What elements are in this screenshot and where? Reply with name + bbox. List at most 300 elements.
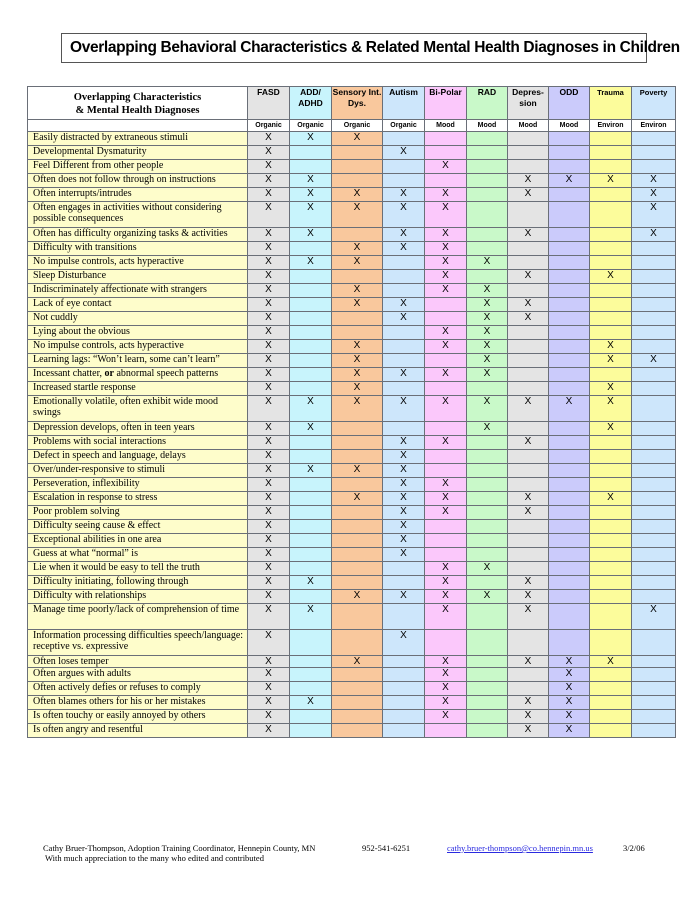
characteristic-label: Difficulty initiating, following through (28, 576, 248, 590)
mark-cell (590, 710, 632, 724)
characteristic-label: Escalation in response to stress (28, 492, 248, 506)
mark-cell (332, 312, 383, 326)
mark-cell (632, 590, 676, 604)
mark-cell: X (290, 696, 332, 710)
mark-cell: X (332, 382, 383, 396)
mark-cell (425, 724, 467, 738)
mark-cell (508, 562, 549, 576)
mark-cell: X (425, 326, 467, 340)
characteristic-label: Not cuddly (28, 312, 248, 326)
mark-cell (632, 710, 676, 724)
table-row (28, 548, 676, 562)
mark-cell: X (590, 492, 632, 506)
table-row (28, 534, 676, 548)
mark-cell (290, 520, 332, 534)
mark-cell (290, 682, 332, 696)
mark-cell (290, 340, 332, 354)
table-row (28, 668, 676, 682)
mark-cell (467, 450, 508, 464)
mark-cell (425, 534, 467, 548)
mark-cell (383, 382, 425, 396)
mark-cell: X (425, 562, 467, 576)
mark-cell (508, 520, 549, 534)
mark-cell (467, 682, 508, 696)
mark-cell: X (248, 242, 290, 256)
table-row (28, 382, 676, 396)
mark-cell (632, 450, 676, 464)
mark-cell: X (383, 492, 425, 506)
mark-cell (632, 326, 676, 340)
table-row (28, 682, 676, 696)
mark-cell (290, 506, 332, 520)
mark-cell: X (248, 668, 290, 682)
mark-cell: X (332, 284, 383, 298)
mark-cell: X (549, 696, 590, 710)
mark-cell: X (383, 436, 425, 450)
mark-cell (425, 422, 467, 436)
mark-cell (632, 464, 676, 478)
characteristic-label: Often actively defies or refuses to comply (28, 682, 248, 696)
mark-cell (467, 160, 508, 174)
mark-cell: X (425, 396, 467, 422)
mark-cell: X (508, 696, 549, 710)
mark-cell (467, 174, 508, 188)
mark-cell (425, 146, 467, 160)
column-header: Sensory Int. Dys. (332, 87, 383, 120)
characteristic-label: Poor problem solving (28, 506, 248, 520)
mark-cell (467, 576, 508, 590)
mark-cell: X (467, 340, 508, 354)
mark-cell: X (383, 188, 425, 202)
mark-cell (549, 534, 590, 548)
mark-cell (590, 506, 632, 520)
mark-cell: X (632, 202, 676, 228)
mark-cell: X (332, 298, 383, 312)
mark-cell (549, 492, 590, 506)
mark-cell (383, 724, 425, 738)
mark-cell (549, 436, 590, 450)
mark-cell (508, 682, 549, 696)
mark-cell (508, 326, 549, 340)
category-label: Organic (332, 120, 383, 132)
column-header: ODD (549, 87, 590, 120)
characteristic-label: Often argues with adults (28, 668, 248, 682)
mark-cell (549, 326, 590, 340)
mark-cell: X (383, 590, 425, 604)
mark-cell (467, 604, 508, 630)
mark-cell (332, 724, 383, 738)
table-row (28, 464, 676, 478)
column-header: FASD (248, 87, 290, 120)
mark-cell: X (248, 464, 290, 478)
mark-cell (549, 354, 590, 368)
mark-cell (632, 160, 676, 174)
mark-cell (508, 242, 549, 256)
characteristic-label: Guess at what “normal” is (28, 548, 248, 562)
mark-cell (508, 132, 549, 146)
mark-cell: X (425, 604, 467, 630)
mark-cell (590, 436, 632, 450)
mark-cell (549, 188, 590, 202)
category-label: Mood (508, 120, 549, 132)
table-row (28, 478, 676, 492)
mark-cell: X (332, 202, 383, 228)
mark-cell: X (248, 256, 290, 270)
mark-cell (549, 242, 590, 256)
mark-cell: X (508, 576, 549, 590)
corner-header-line-1: Overlapping Characteristics (73, 92, 202, 103)
mark-cell (632, 682, 676, 696)
mark-cell (508, 160, 549, 174)
mark-cell (467, 506, 508, 520)
mark-cell (632, 562, 676, 576)
mark-cell: X (590, 340, 632, 354)
mark-cell: X (332, 132, 383, 146)
mark-cell: X (467, 298, 508, 312)
table-row (28, 696, 676, 710)
mark-cell: X (549, 724, 590, 738)
mark-cell (632, 656, 676, 668)
table-body (28, 132, 676, 738)
mark-cell: X (248, 604, 290, 630)
characteristic-label: Often engages in activities without considering possible consequences (28, 202, 248, 228)
mark-cell (590, 520, 632, 534)
category-label: Mood (467, 120, 508, 132)
characteristic-label: Indiscriminately affectionate with strangers (28, 284, 248, 298)
mark-cell (332, 562, 383, 576)
table-row (28, 450, 676, 464)
footer-date: 3/2/06 (623, 843, 645, 853)
mark-cell (549, 604, 590, 630)
characteristic-label: Often does not follow through on instructions (28, 174, 248, 188)
mark-cell: X (248, 396, 290, 422)
mark-cell: X (590, 422, 632, 436)
mark-cell: X (332, 590, 383, 604)
mark-cell (383, 354, 425, 368)
characteristic-label: Often has difficulty organizing tasks & activities (28, 228, 248, 242)
mark-cell (290, 724, 332, 738)
mark-cell (632, 312, 676, 326)
mark-cell: X (248, 710, 290, 724)
mark-cell: X (248, 298, 290, 312)
mark-cell: X (508, 174, 549, 188)
mark-cell (467, 436, 508, 450)
mark-cell: X (332, 368, 383, 382)
mark-cell (632, 298, 676, 312)
mark-cell (508, 422, 549, 436)
mark-cell (332, 668, 383, 682)
mark-cell: X (425, 710, 467, 724)
mark-cell (590, 202, 632, 228)
mark-cell (632, 668, 676, 682)
characteristic-label: Depression develops, often in teen years (28, 422, 248, 436)
mark-cell: X (332, 188, 383, 202)
mark-cell (290, 534, 332, 548)
mark-cell: X (425, 506, 467, 520)
mark-cell: X (425, 590, 467, 604)
mark-cell (290, 242, 332, 256)
mark-cell (467, 228, 508, 242)
mark-cell (467, 146, 508, 160)
mark-cell (590, 668, 632, 682)
mark-cell (590, 228, 632, 242)
characteristic-label: Over/under-responsive to stimuli (28, 464, 248, 478)
mark-cell (549, 368, 590, 382)
mark-cell (467, 656, 508, 668)
mark-cell: X (290, 422, 332, 436)
mark-cell (332, 506, 383, 520)
mark-cell: X (332, 256, 383, 270)
mark-cell (590, 630, 632, 656)
mark-cell: X (425, 656, 467, 668)
mark-cell: X (467, 284, 508, 298)
characteristic-label: Perseveration, inflexibility (28, 478, 248, 492)
characteristic-label: Sleep Disturbance (28, 270, 248, 284)
table-row (28, 630, 676, 656)
mark-cell (290, 548, 332, 562)
mark-cell (508, 284, 549, 298)
document-title: Overlapping Behavioral Characteristics & Related Mental Health Diagnoses in Children (61, 33, 647, 63)
table-row (28, 422, 676, 436)
mark-cell: X (290, 132, 332, 146)
characteristic-label: Easily distracted by extraneous stimuli (28, 132, 248, 146)
column-header: ADD/ ADHD (290, 87, 332, 120)
column-header: Poverty (632, 87, 676, 120)
mark-cell (290, 450, 332, 464)
corner-header-line-2: & Mental Health Diagnoses (75, 105, 200, 116)
table-row (28, 202, 676, 228)
mark-cell: X (383, 464, 425, 478)
mark-cell: X (248, 368, 290, 382)
mark-cell (549, 590, 590, 604)
mark-cell (590, 464, 632, 478)
mark-cell (332, 146, 383, 160)
mark-cell: X (425, 492, 467, 506)
mark-cell (467, 188, 508, 202)
mark-cell (332, 422, 383, 436)
mark-cell (290, 354, 332, 368)
mark-cell (590, 298, 632, 312)
mark-cell: X (508, 228, 549, 242)
mark-cell (425, 174, 467, 188)
mark-cell: X (425, 160, 467, 174)
mark-cell: X (290, 228, 332, 242)
mark-cell (632, 422, 676, 436)
mark-cell: X (383, 242, 425, 256)
mark-cell (590, 312, 632, 326)
mark-cell (383, 174, 425, 188)
mark-cell: X (248, 576, 290, 590)
category-blank (28, 120, 248, 132)
mark-cell: X (425, 576, 467, 590)
mark-cell (467, 478, 508, 492)
mark-cell (549, 160, 590, 174)
mark-cell: X (248, 548, 290, 562)
mark-cell (549, 228, 590, 242)
table-row (28, 562, 676, 576)
mark-cell: X (248, 422, 290, 436)
characteristic-label: Is often touchy or easily annoyed by others (28, 710, 248, 724)
mark-cell (290, 146, 332, 160)
table-row (28, 604, 676, 630)
mark-cell (383, 682, 425, 696)
mark-cell (549, 298, 590, 312)
mark-cell: X (632, 354, 676, 368)
mark-cell (467, 464, 508, 478)
mark-cell (290, 326, 332, 340)
mark-cell (632, 270, 676, 284)
category-label: Organic (248, 120, 290, 132)
mark-cell (549, 256, 590, 270)
mark-cell: X (332, 242, 383, 256)
mark-cell (332, 174, 383, 188)
characteristic-label: Often interrupts/intrudes (28, 188, 248, 202)
mark-cell: X (508, 724, 549, 738)
mark-cell (332, 696, 383, 710)
mark-cell (467, 534, 508, 548)
mark-cell (632, 284, 676, 298)
column-header: Autism (383, 87, 425, 120)
mark-cell: X (248, 696, 290, 710)
mark-cell (467, 710, 508, 724)
mark-cell: X (383, 368, 425, 382)
mark-cell: X (467, 590, 508, 604)
mark-cell (332, 478, 383, 492)
mark-cell: X (508, 298, 549, 312)
mark-cell: X (290, 576, 332, 590)
mark-cell (590, 242, 632, 256)
characteristic-label: Defect in speech and language, delays (28, 450, 248, 464)
table-row (28, 256, 676, 270)
mark-cell: X (425, 340, 467, 354)
footer-acknowledgement: With much appreciation to the many who edited and contributed (45, 853, 264, 863)
mark-cell: X (383, 520, 425, 534)
mark-cell (549, 422, 590, 436)
mark-cell: X (248, 492, 290, 506)
mark-cell: X (590, 174, 632, 188)
category-label: Environ (632, 120, 676, 132)
mark-cell: X (248, 478, 290, 492)
table-row (28, 146, 676, 160)
mark-cell (508, 354, 549, 368)
mark-cell (425, 132, 467, 146)
mark-cell: X (467, 256, 508, 270)
table-row (28, 228, 676, 242)
characteristic-label: Lie when it would be easy to tell the truth (28, 562, 248, 576)
mark-cell (467, 492, 508, 506)
mark-cell (290, 478, 332, 492)
category-label: Mood (425, 120, 467, 132)
table-row (28, 576, 676, 590)
mark-cell: X (508, 188, 549, 202)
mark-cell (290, 436, 332, 450)
mark-cell (383, 132, 425, 146)
footer-email-link[interactable]: cathy.bruer-thompson@co.hennepin.mn.us (447, 843, 593, 853)
mark-cell: X (383, 478, 425, 492)
mark-cell: X (248, 270, 290, 284)
mark-cell (467, 668, 508, 682)
mark-cell: X (248, 160, 290, 174)
mark-cell: X (425, 478, 467, 492)
mark-cell (549, 284, 590, 298)
mark-cell (590, 478, 632, 492)
mark-cell (549, 340, 590, 354)
mark-cell: X (425, 368, 467, 382)
mark-cell: X (290, 202, 332, 228)
mark-cell: X (248, 724, 290, 738)
characteristic-label: Developmental Dysmaturity (28, 146, 248, 160)
mark-cell (590, 368, 632, 382)
mark-cell (632, 630, 676, 656)
mark-cell (383, 256, 425, 270)
mark-cell (632, 256, 676, 270)
mark-cell: X (549, 396, 590, 422)
mark-cell: X (332, 396, 383, 422)
mark-cell: X (383, 630, 425, 656)
mark-cell (290, 284, 332, 298)
mark-cell: X (467, 326, 508, 340)
characteristic-label: Lying about the obvious (28, 326, 248, 340)
mark-cell (383, 284, 425, 298)
mark-cell: X (248, 132, 290, 146)
mark-cell (467, 724, 508, 738)
mark-cell: X (290, 174, 332, 188)
mark-cell: X (508, 506, 549, 520)
characteristic-label: Often blames others for his or her mistakes (28, 696, 248, 710)
category-row (28, 120, 676, 132)
mark-cell (290, 492, 332, 506)
mark-cell: X (467, 396, 508, 422)
mark-cell: X (248, 630, 290, 656)
mark-cell: X (549, 710, 590, 724)
mark-cell (332, 160, 383, 174)
mark-cell: X (508, 436, 549, 450)
header-row (28, 87, 676, 120)
characteristic-label: Difficulty with transitions (28, 242, 248, 256)
mark-cell: X (632, 188, 676, 202)
mark-cell (290, 382, 332, 396)
table-row (28, 710, 676, 724)
mark-cell: X (248, 326, 290, 340)
mark-cell: X (590, 382, 632, 396)
category-label: Organic (290, 120, 332, 132)
mark-cell (508, 668, 549, 682)
mark-cell (467, 270, 508, 284)
mark-cell (332, 534, 383, 548)
column-header: Depres- sion (508, 87, 549, 120)
mark-cell: X (508, 270, 549, 284)
mark-cell: X (248, 284, 290, 298)
mark-cell: X (248, 188, 290, 202)
mark-cell: X (425, 436, 467, 450)
mark-cell (590, 604, 632, 630)
mark-cell: X (383, 202, 425, 228)
mark-cell: X (508, 604, 549, 630)
category-label: Environ (590, 120, 632, 132)
mark-cell (632, 506, 676, 520)
mark-cell (467, 242, 508, 256)
table-row (28, 590, 676, 604)
mark-cell: X (248, 202, 290, 228)
mark-cell (549, 562, 590, 576)
label-part: or (104, 368, 114, 379)
mark-cell (332, 436, 383, 450)
mark-cell: X (590, 354, 632, 368)
mark-cell: X (383, 450, 425, 464)
footer-phone: 952-541-6251 (362, 843, 411, 853)
mark-cell (549, 506, 590, 520)
mark-cell (549, 270, 590, 284)
